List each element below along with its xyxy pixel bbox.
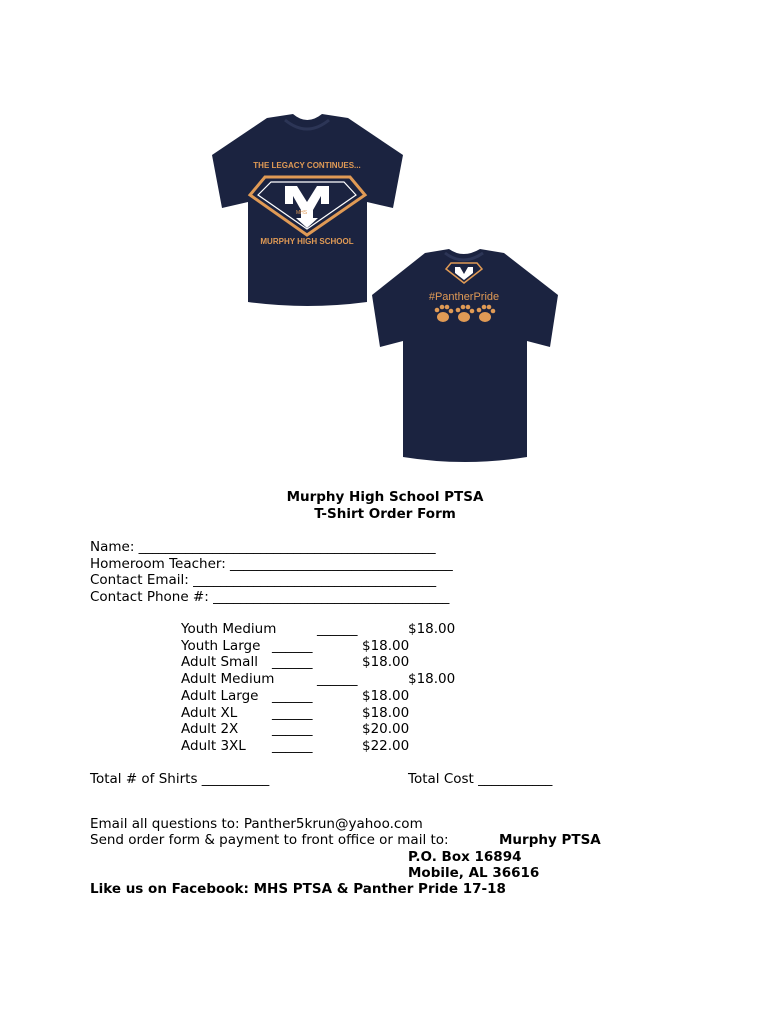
total-shirts-field[interactable]: Total # of Shirts __________ bbox=[90, 771, 270, 787]
send-order-line: Send order form & payment to front office or mail to: bbox=[90, 832, 449, 848]
size-price: $18.00 bbox=[362, 705, 410, 721]
size-price: $22.00 bbox=[362, 738, 410, 754]
size-price: $18.00 bbox=[362, 688, 410, 704]
size-price: $18.00 bbox=[408, 671, 456, 687]
name-field[interactable]: Name: ____________________________________________ bbox=[90, 539, 436, 555]
size-name: Adult 3XL bbox=[181, 738, 246, 754]
size-name: Adult Large bbox=[181, 688, 259, 704]
size-quantity-blank[interactable]: ______ bbox=[272, 654, 313, 670]
size-name: Adult 2X bbox=[181, 721, 239, 737]
shirt-back-hashtag: #PantherPride bbox=[428, 291, 500, 303]
email-questions-line: Email all questions to: Panther5krun@yahoo.com bbox=[90, 816, 423, 832]
size-quantity-blank[interactable]: ______ bbox=[272, 638, 313, 654]
size-price: $18.00 bbox=[362, 654, 410, 670]
shirt-front-bottom-text: MURPHY HIGH SCHOOL bbox=[260, 237, 354, 246]
form-subtitle: T-Shirt Order Form bbox=[314, 506, 456, 522]
size-quantity-blank[interactable]: ______ bbox=[272, 721, 313, 737]
mailing-address-name: Murphy PTSA bbox=[499, 832, 601, 848]
form-title: Murphy High School PTSA bbox=[286, 489, 484, 505]
size-price: $18.00 bbox=[362, 638, 410, 654]
size-name: Adult Medium bbox=[181, 671, 275, 687]
size-name: Adult XL bbox=[181, 705, 238, 721]
size-quantity-blank[interactable]: ______ bbox=[317, 621, 358, 637]
facebook-line: Like us on Facebook: MHS PTSA & Panther Pride 17-18 bbox=[90, 881, 506, 897]
mailing-address-city: Mobile, AL 36616 bbox=[408, 865, 540, 881]
contact-email-field[interactable]: Contact Email: ____________________________________ bbox=[90, 572, 437, 588]
size-quantity-blank[interactable]: ______ bbox=[317, 671, 358, 687]
size-price: $18.00 bbox=[408, 621, 456, 637]
shirt-front-top-text: THE LEGACY CONTINUES... bbox=[253, 161, 361, 170]
size-quantity-blank[interactable]: ______ bbox=[272, 738, 313, 754]
shirt-front-side-text: MHS bbox=[296, 210, 308, 216]
shirt-back-image bbox=[365, 245, 565, 470]
contact-phone-field[interactable]: Contact Phone #: ___________________________________ bbox=[90, 589, 450, 605]
size-name: Youth Large bbox=[181, 638, 261, 654]
homeroom-teacher-field[interactable]: Homeroom Teacher: _________________________________ bbox=[90, 556, 453, 572]
size-name: Youth Medium bbox=[181, 621, 277, 637]
size-name: Adult Small bbox=[181, 654, 258, 670]
size-price: $20.00 bbox=[362, 721, 410, 737]
size-quantity-blank[interactable]: ______ bbox=[272, 688, 313, 704]
size-quantity-blank[interactable]: ______ bbox=[272, 705, 313, 721]
mailing-address-box: P.O. Box 16894 bbox=[408, 849, 522, 865]
total-cost-field[interactable]: Total Cost ___________ bbox=[408, 771, 553, 787]
